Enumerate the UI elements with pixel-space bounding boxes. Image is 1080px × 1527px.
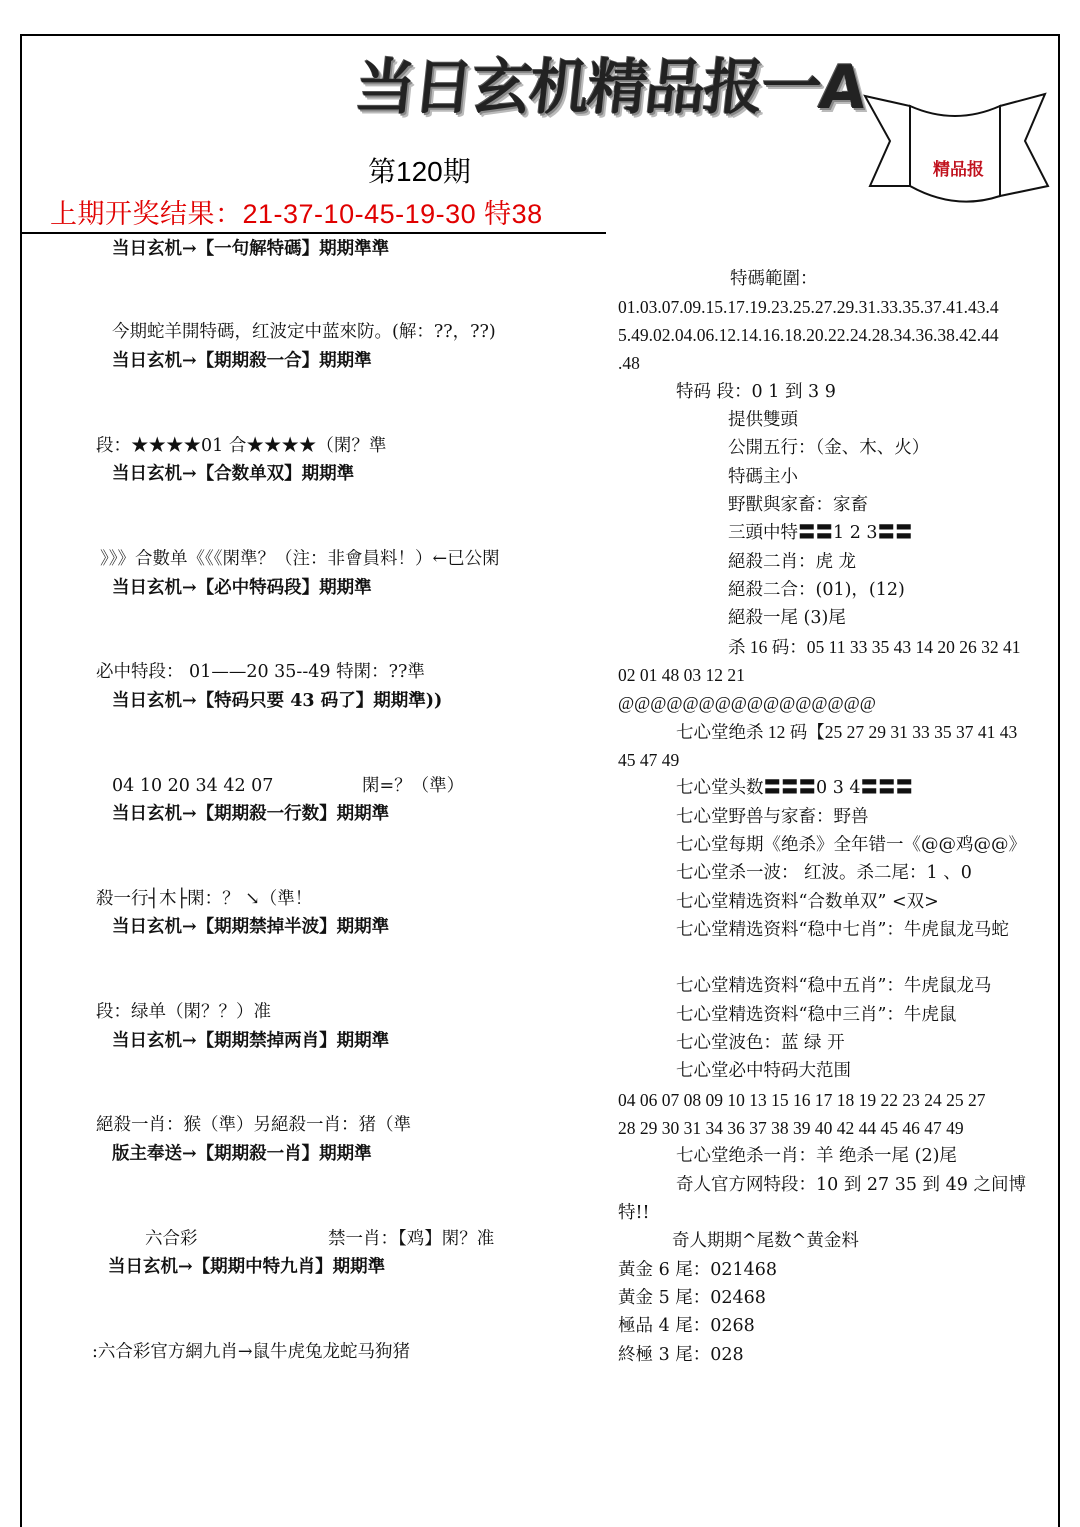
- right-line-28: 04 06 07 08 09 10 13 15 16 17 18 19 22 23 24 25 27: [618, 1090, 986, 1110]
- left-line-20: 当日玄机→【期期中特九肖】期期準: [108, 1257, 386, 1277]
- right-line-14: 02 01 48 03 12 21: [618, 665, 745, 685]
- right-line-31: 奇人官方网特段：10 到 27 35 到 49 之间博: [676, 1175, 1026, 1195]
- right-line-13: 杀 16 码：05 11 33 35 43 14 20 26 32 41: [728, 637, 1021, 657]
- right-line-29: 28 29 30 31 34 36 37 38 39 40 42 44 45 46 47 49: [618, 1118, 964, 1138]
- right-line-12: 絕殺一尾 (3)尾: [728, 608, 846, 628]
- right-line-36: 極品 4 尾：0268: [618, 1316, 755, 1336]
- left-line-14: 段：绿单（閑？？）准: [96, 1002, 271, 1022]
- header-divider: [20, 232, 606, 234]
- left-line-5: 》》》合數单《《《閑準？（注：非會員料！）←已公閑: [100, 549, 500, 569]
- right-line-20: 七心堂每期《绝杀》全年错一《@@鸡@@》: [676, 835, 1026, 855]
- ribbon-label: 精品报: [933, 160, 984, 180]
- right-line-26: 七心堂波色：蓝 绿 开: [676, 1033, 845, 1053]
- left-line-17: 版主奉送→【期期殺一肖】期期準: [112, 1144, 372, 1164]
- right-line-11: 絕殺二合：(01)，(12): [728, 580, 905, 600]
- right-line-21: 七心堂杀一波： 红波。杀二尾：1 、0: [676, 863, 972, 883]
- left-line-7: 必中特段： 01——20 35--49 特閑：??準: [96, 662, 425, 682]
- left-line-3: 段：★★★★01 合★★★★（閑？準: [96, 436, 387, 456]
- right-line-30: 七心堂绝杀一肖：羊 绝杀一尾 (2)尾: [676, 1146, 957, 1166]
- right-line-35: 黃金 5 尾：02468: [618, 1288, 766, 1308]
- right-line-33: 奇人期期^尾数^黄金料: [672, 1231, 859, 1251]
- left-line-15: 当日玄机→【期期禁掉两肖】期期準: [112, 1031, 390, 1051]
- right-line-5: 提供雙頭: [728, 410, 798, 430]
- right-line-19: 七心堂野兽与家畜：野兽: [676, 807, 869, 827]
- right-line-32: 特!!: [618, 1203, 650, 1223]
- left-line-1: 今期蛇羊開特碼，红波定中蓝來防。(解：??，??): [112, 322, 496, 342]
- right-line-1: 01.03.07.09.15.17.19.23.25.27.29.31.33.35.37.41.43.4: [618, 297, 999, 317]
- left-line-4: 当日玄机→【合数单双】期期準: [112, 464, 355, 484]
- right-line-24: 七心堂精选资料“稳中五肖”：牛虎鼠龙马: [676, 976, 992, 996]
- right-line-2: 5.49.02.04.06.12.14.16.18.20.22.24.28.34.36.38.42.44: [618, 325, 999, 345]
- right-line-9: 三頭中特〓〓1 2 3〓〓: [728, 523, 913, 543]
- right-line-27: 七心堂必中特码大范围: [676, 1061, 851, 1081]
- right-line-34: 黃金 6 尾：021468: [618, 1260, 778, 1280]
- left-line-6: 当日玄机→【必中特码段】期期準: [112, 578, 372, 598]
- ribbon-logo: [860, 86, 1050, 216]
- right-line-25: 七心堂精选资料“稳中三肖”：牛虎鼠: [676, 1005, 957, 1025]
- right-line-18: 七心堂头数〓〓〓0 3 4〓〓〓: [676, 778, 914, 798]
- left-line-8: 当日玄机→【特码只要 43 码了】期期準)): [112, 691, 443, 711]
- right-line-0: 特碼範圍：: [730, 269, 818, 289]
- left-line-9: 04 10 20 34 42 07: [112, 776, 274, 796]
- left-line-11: 当日玄机→【期期殺一行数】期期準: [112, 804, 390, 824]
- right-line-8: 野獸與家畜：家畜: [728, 495, 868, 515]
- right-line-23: 七心堂精选资料“稳中七肖”：牛虎鼠龙马蛇: [676, 920, 1009, 940]
- left-line-19: 禁一肖：【鸡】閑？准: [328, 1229, 495, 1249]
- left-line-13: 当日玄机→【期期禁掉半波】期期準: [112, 917, 390, 937]
- right-line-37: 終極 3 尾：028: [618, 1345, 744, 1365]
- last-result: 上期开奖结果：21-37-10-45-19-30 特38: [50, 199, 543, 229]
- banner-title: 当日玄机精品报一A: [351, 53, 868, 123]
- left-line-2: 当日玄机→【期期殺一合】期期準: [112, 351, 372, 371]
- right-line-15: @@@@@@@@@@@@@@@@: [618, 693, 876, 713]
- right-line-6: 公開五行：（金、木、火）: [728, 438, 930, 458]
- left-line-12: 殺一行┤木├閑：？ ↘（準！: [96, 889, 313, 909]
- left-line-21: :六合彩官方網九肖→鼠牛虎兔龙蛇马狗猪: [92, 1342, 411, 1362]
- left-line-10: 閑=？（準）: [362, 776, 465, 796]
- left-line-18: 六合彩: [145, 1229, 198, 1249]
- right-line-4: 特码 段：0 1 到 3 9: [676, 382, 836, 402]
- right-line-3: .48: [618, 353, 640, 373]
- left-line-16: 絕殺一肖：猴（準）另絕殺一肖：猪（準: [96, 1115, 411, 1135]
- right-line-10: 絕殺二肖：虎 龙: [728, 552, 857, 572]
- right-line-22: 七心堂精选资料“合数单双” <双>: [676, 892, 939, 912]
- issue-number: 第120期: [368, 156, 471, 187]
- right-line-7: 特碼主小: [728, 467, 798, 487]
- right-line-17: 45 47 49: [618, 750, 680, 770]
- left-line-0: 当日玄机→【一句解特碼】期期準準: [112, 239, 390, 259]
- right-line-16: 七心堂绝杀 12 码【25 27 29 31 33 35 37 41 43: [676, 722, 1018, 742]
